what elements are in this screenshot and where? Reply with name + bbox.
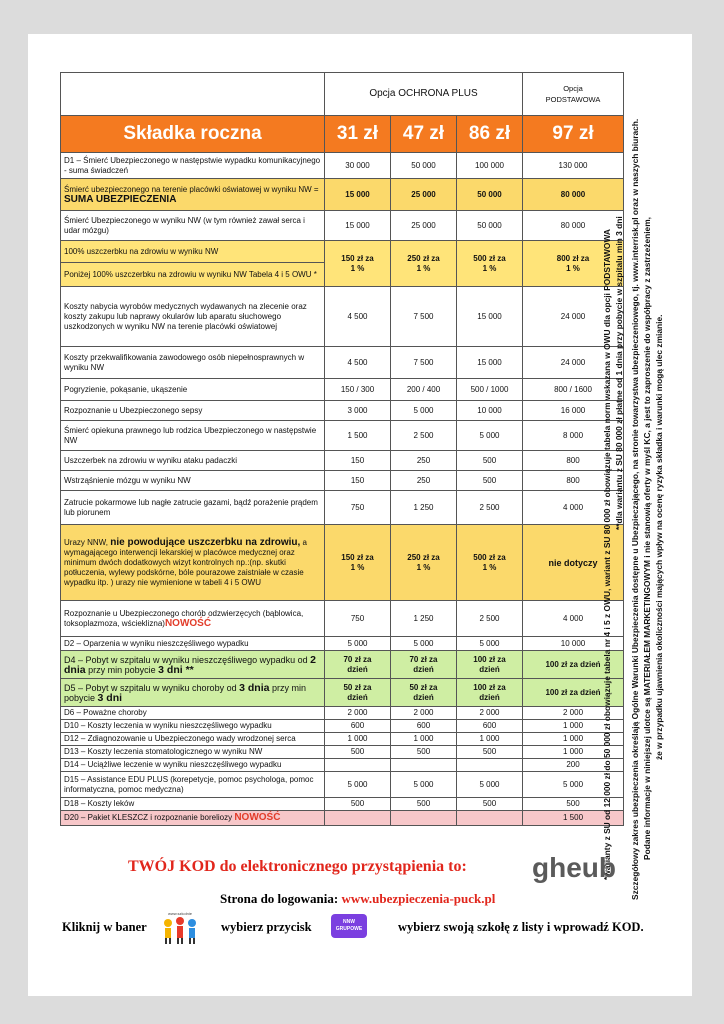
row-value: 600 bbox=[325, 720, 391, 733]
header-row bbox=[61, 73, 624, 116]
row-label bbox=[61, 811, 325, 826]
row-value bbox=[457, 759, 523, 772]
table-row bbox=[61, 379, 624, 401]
row-value: 500 bbox=[457, 451, 523, 471]
row-value: 600 bbox=[391, 720, 457, 733]
row-value: 25 000 bbox=[391, 211, 457, 241]
row-value bbox=[325, 651, 391, 679]
new-badge: NOWOŚĆ bbox=[234, 812, 281, 823]
nnw-grupowe-button[interactable] bbox=[331, 914, 367, 938]
uszcz-top-1: 150 zł za bbox=[341, 253, 374, 263]
row-label: Śmierć opiekuna prawnego lub rodzica Ubezpieczonego w następstwie NW bbox=[61, 421, 325, 451]
table-row bbox=[61, 153, 624, 179]
new-badge: NOWOŚĆ bbox=[164, 617, 212, 629]
row-label: D6 – Poważne choroby bbox=[61, 707, 325, 720]
row-value bbox=[391, 759, 457, 772]
row-label: Pogryzienie, pokąsanie, ukąszenie bbox=[61, 379, 325, 401]
side-note-5: że w przypadku ujawnienia okoliczności mających wpływ na ocenę ryzyka składka i warunki mogą ulec zmianie. bbox=[654, 314, 664, 760]
table-row bbox=[61, 179, 624, 211]
urazy-bottom-2: 1 % bbox=[416, 562, 431, 572]
d5-label-c: przy min pobycie bbox=[64, 682, 306, 703]
row-value: 100 zł za dzień bbox=[523, 651, 624, 679]
side-note-3: Szczegółowy zakres ubezpieczenia określają Ogólne Warunki Ubezpieczenia dostępne u Ubezpieczającego, na stronie towarzystwa ubezpieczeniowego, tj. www.interrisk.pl oraz w naszych biurach. bbox=[630, 118, 640, 900]
row-label bbox=[61, 525, 325, 601]
table-row bbox=[61, 421, 624, 451]
row-value bbox=[391, 811, 457, 826]
row-label: Zatrucie pokarmowe lub nagłe zatrucie gazami, bądź porażenie prądem lub piorunem bbox=[61, 491, 325, 525]
d5-label-d: 3 dni bbox=[97, 691, 123, 704]
table-row bbox=[61, 401, 624, 421]
row-value bbox=[325, 759, 391, 772]
d4-bottom-3: dzień bbox=[479, 664, 500, 674]
row-value: 15 000 bbox=[457, 347, 523, 379]
table-row bbox=[61, 525, 624, 601]
row-value: 5 000 bbox=[457, 772, 523, 798]
d4-top-2: 70 zł za bbox=[409, 654, 438, 664]
row-value: 150 / 300 bbox=[325, 379, 391, 401]
row-value: 500 bbox=[457, 798, 523, 811]
row-value: 1 500 bbox=[325, 421, 391, 451]
row-value: 1 000 bbox=[523, 746, 624, 759]
row-value bbox=[391, 525, 457, 601]
header-podstawowa bbox=[523, 73, 624, 116]
row-value: 50 000 bbox=[457, 179, 523, 211]
premium-price-3: 86 zł bbox=[457, 116, 523, 153]
row-label: Rozpoznanie u Ubezpieczonego sepsy bbox=[61, 401, 325, 421]
row-value: 1 500 bbox=[523, 811, 624, 826]
row-value: 10 000 bbox=[523, 637, 624, 651]
row-label: 100% uszczerbku na zdrowiu w wyniku NW bbox=[61, 241, 325, 263]
row-value bbox=[457, 811, 523, 826]
row-value: 800 / 1600 bbox=[523, 379, 624, 401]
row-value bbox=[457, 241, 523, 287]
row-value: 100 000 bbox=[457, 153, 523, 179]
row-label: D1 – Śmierć Ubezpieczonego w następstwie wypadku komunikacyjnego - suma świadczeń bbox=[61, 153, 325, 179]
side-note-2: **dla wariantu z SU 80 000 zł płatne od 1 dnia przy pobycie w szpitalu min 3 dni bbox=[614, 216, 624, 530]
row-label bbox=[61, 679, 325, 707]
row-value: 30 000 bbox=[325, 153, 391, 179]
side-note-1: *warianty z SU od 12 000 zł do 50 000 zł obowiązuje tabela nr 4 i 5 z OWU, wariant z SU 80 000 zł obowiązuje tabela norm wskazana w OWU dla opcji PODSTAWOWA bbox=[602, 229, 612, 880]
row-value: 750 bbox=[325, 491, 391, 525]
table-row bbox=[61, 347, 624, 379]
uszcz-bottom-3: 1 % bbox=[482, 263, 497, 273]
row-value bbox=[457, 651, 523, 679]
row-value: 24 000 bbox=[523, 287, 624, 347]
d4-label-a: D4 – Pobyt w szpitalu w wyniku nieszczęśliwego wypadku od bbox=[64, 654, 308, 665]
uszcz-bottom-4: 1 % bbox=[566, 263, 580, 273]
kids-logo-icon bbox=[160, 911, 200, 945]
row-value bbox=[391, 651, 457, 679]
table-row bbox=[61, 811, 624, 826]
row-value: 5 000 bbox=[391, 401, 457, 421]
access-code: gheub bbox=[532, 852, 616, 883]
row-value: 500 bbox=[457, 746, 523, 759]
urazy-label-b: nie powodujące uszczerbku na zdrowiu, bbox=[110, 536, 301, 548]
row-value: 2 000 bbox=[457, 707, 523, 720]
row-value: 800 bbox=[523, 451, 624, 471]
table-row bbox=[61, 451, 624, 471]
row-value: 750 bbox=[325, 601, 391, 637]
row-value: 200 / 400 bbox=[391, 379, 457, 401]
urazy-label-c: a wymagającego interwencji lekarskiej w placówce medycznej oraz minimum dwóch dodatkowych wizyt kontrolnych np.:(np. skutki potłuczenia, wylewy podskórne, bóle pourazowe zaistniałe w czasie wypadku itp. ) urazy nie wymienione w tabeli 4 i 5 OWU bbox=[64, 537, 307, 587]
urazy-top-1: 150 zł za bbox=[341, 552, 374, 562]
row-value: 10 000 bbox=[457, 401, 523, 421]
row-value: 3 000 bbox=[325, 401, 391, 421]
d4-label-c: przy min pobycie bbox=[88, 664, 156, 675]
row-value: nie dotyczy bbox=[523, 525, 624, 601]
row-label: Wstrząśnienie mózgu w wyniku NW bbox=[61, 471, 325, 491]
table-row bbox=[61, 601, 624, 637]
row-value: 2 500 bbox=[457, 491, 523, 525]
table-row bbox=[61, 637, 624, 651]
row-value: 4 500 bbox=[325, 287, 391, 347]
d20-label: D20 – Pakiet KLESZCZ i rozpoznanie boreliozy bbox=[64, 813, 233, 822]
row-label: Koszty przekwalifikowania zawodowego osób niepełnosprawnych w wyniku NW bbox=[61, 347, 325, 379]
table-row bbox=[61, 211, 624, 241]
d5-top-1: 50 zł za bbox=[343, 682, 372, 692]
row-value bbox=[391, 241, 457, 287]
row-label bbox=[61, 179, 325, 211]
d5-bottom-3: dzień bbox=[479, 692, 500, 702]
urazy-label-a: Urazy NNW, bbox=[64, 537, 108, 547]
table-row bbox=[61, 772, 624, 798]
row-value: 150 bbox=[325, 471, 391, 491]
row-value: 1 250 bbox=[391, 601, 457, 637]
table-row bbox=[61, 733, 624, 746]
row-value: 1 000 bbox=[523, 733, 624, 746]
row-value: 25 000 bbox=[391, 179, 457, 211]
row-value: 500 bbox=[457, 471, 523, 491]
table-row bbox=[61, 798, 624, 811]
row-value bbox=[325, 525, 391, 601]
row-value: 50 000 bbox=[391, 153, 457, 179]
row-value: 15 000 bbox=[325, 211, 391, 241]
header-opcja-label: Opcja bbox=[563, 84, 583, 93]
d4-label-d: 3 dni ** bbox=[158, 663, 194, 676]
row-value: 80 000 bbox=[523, 179, 624, 211]
d4-bottom-2: dzień bbox=[413, 664, 434, 674]
d5-top-3: 100 zł za bbox=[473, 682, 506, 692]
row-value: 250 bbox=[391, 451, 457, 471]
row-value: 1 000 bbox=[325, 733, 391, 746]
access-code-label: TWÓJ KOD do elektronicznego przystąpienia to: bbox=[128, 858, 467, 875]
row-label: D15 – Assistance EDU PLUS (korepetycje, pomoc psychologa, pomoc informatyczna, pomoc medyczna) bbox=[61, 772, 325, 798]
school-banner-logo[interactable] bbox=[160, 911, 200, 945]
row-value: 80 000 bbox=[523, 211, 624, 241]
row-value: 2 000 bbox=[523, 707, 624, 720]
urazy-bottom-3: 1 % bbox=[482, 562, 497, 572]
su-label-bold: SUMA UBEZPIECZENIA bbox=[64, 193, 177, 205]
premium-price-2: 47 zł bbox=[391, 116, 457, 153]
uszcz-top-2: 250 zł za bbox=[407, 253, 440, 263]
row-value: 5 000 bbox=[325, 772, 391, 798]
urazy-bottom-1: 1 % bbox=[350, 562, 365, 572]
row-label bbox=[61, 651, 325, 679]
row-value: 1 000 bbox=[523, 720, 624, 733]
row-value bbox=[457, 525, 523, 601]
click-banner-text: Kliknij w baner bbox=[62, 920, 147, 934]
row-value: 800 bbox=[523, 471, 624, 491]
nnw-label: NNW bbox=[343, 919, 355, 925]
row-label: D2 – Oparzenia w wyniku nieszczęśliwego wypadku bbox=[61, 637, 325, 651]
row-label: Poniżej 100% uszczerbku na zdrowiu w wyniku NW Tabela 4 i 5 OWU * bbox=[61, 263, 325, 287]
uszcz-top-3: 500 zł za bbox=[473, 253, 506, 263]
table-row bbox=[61, 720, 624, 733]
row-value bbox=[325, 679, 391, 707]
row-value: 15 000 bbox=[325, 179, 391, 211]
login-line bbox=[220, 891, 495, 907]
row-value: 16 000 bbox=[523, 401, 624, 421]
row-value: 24 000 bbox=[523, 347, 624, 379]
header-podstawowa-label: PODSTAWOWA bbox=[545, 95, 601, 104]
row-label: D12 – Zdiagnozowanie u Ubezpieczonego wady wrodzonej serca bbox=[61, 733, 325, 746]
uszcz-bottom-2: 1 % bbox=[416, 263, 431, 273]
row-value: 5 000 bbox=[523, 772, 624, 798]
row-label: Śmierć Ubezpieczonego w wyniku NW (w tym również zawał serca i udar mózgu) bbox=[61, 211, 325, 241]
row-label: D13 – Koszty leczenia stomatologicznego w wyniku NW bbox=[61, 746, 325, 759]
uszcz-top-4: 800 zł za bbox=[556, 253, 590, 263]
header-empty-cell bbox=[61, 73, 325, 116]
d4-label-b: 2 dnia bbox=[64, 653, 316, 676]
row-value: 500 bbox=[391, 798, 457, 811]
row-value: 4 000 bbox=[523, 601, 624, 637]
table-row bbox=[61, 759, 624, 772]
row-value: 500 / 1000 bbox=[457, 379, 523, 401]
row-value: 4 500 bbox=[325, 347, 391, 379]
login-url-link[interactable]: www.ubezpieczenia-puck.pl bbox=[341, 891, 496, 906]
row-value: 600 bbox=[457, 720, 523, 733]
d5-bottom-2: dzień bbox=[413, 692, 434, 702]
row-value bbox=[457, 679, 523, 707]
choose-button-text: wybierz przycisk bbox=[221, 920, 312, 934]
urazy-top-2: 250 zł za bbox=[407, 552, 440, 562]
row-value: 8 000 bbox=[523, 421, 624, 451]
row-value: 50 000 bbox=[457, 211, 523, 241]
row-value: 500 bbox=[325, 798, 391, 811]
row-value: 2 500 bbox=[457, 601, 523, 637]
row-value: 1 000 bbox=[391, 733, 457, 746]
row-value: 1 250 bbox=[391, 491, 457, 525]
login-label: Strona do logowania: bbox=[220, 891, 339, 906]
row-value: 5 000 bbox=[391, 637, 457, 651]
side-note-4: Podane informacje w niniejszej ulotce są MATERIAŁEM MARKETINGOWYM i nie stanowią oferty w myśl KC, a jest to zaproszenie do współpracy z zastrzeżeniem, bbox=[642, 217, 652, 860]
d5-label-a: D5 – Pobyt w szpitalu w wyniku choroby od bbox=[64, 682, 237, 693]
odzwierz-label: Rozpoznanie u Ubezpieczonego chorób odzwierzęcych (bąblowica, toksoplazmoza, wścieklizna) bbox=[64, 608, 304, 628]
insurance-table bbox=[60, 72, 624, 826]
row-value: 200 bbox=[523, 759, 624, 772]
table-row bbox=[61, 651, 624, 679]
row-value: 250 bbox=[391, 471, 457, 491]
row-label: Koszty nabycia wyrobów medycznych wydawanych na zlecenie oraz koszty zakupu lub naprawy okularów lub aparatu słuchowego uszkodzonych w wyniku NW na terenie placówki oświatowej bbox=[61, 287, 325, 347]
row-value bbox=[325, 241, 391, 287]
row-value: 1 000 bbox=[457, 733, 523, 746]
d4-top-1: 70 zł za bbox=[343, 654, 372, 664]
table-row bbox=[61, 287, 624, 347]
row-label: D10 – Koszty leczenia w wyniku nieszczęśliwego wypadku bbox=[61, 720, 325, 733]
row-value: 7 500 bbox=[391, 287, 457, 347]
row-value bbox=[391, 679, 457, 707]
table-row bbox=[61, 491, 624, 525]
row-value: 7 500 bbox=[391, 347, 457, 379]
row-value bbox=[325, 811, 391, 826]
row-value: 4 000 bbox=[523, 491, 624, 525]
row-value: 5 000 bbox=[391, 772, 457, 798]
table-row bbox=[61, 746, 624, 759]
d5-bottom-1: dzień bbox=[347, 692, 368, 702]
header-ochrona-plus: Opcja OCHRONA PLUS bbox=[325, 73, 523, 116]
row-value: 150 bbox=[325, 451, 391, 471]
su-label: Śmierć ubezpieczonego na terenie placówki oświatowej w wyniku NW = bbox=[64, 184, 319, 194]
row-label: D14 – Uciążliwe leczenie w wyniku nieszczęśliwego wypadku bbox=[61, 759, 325, 772]
premium-price-1: 31 zł bbox=[325, 116, 391, 153]
row-value: 2 000 bbox=[391, 707, 457, 720]
row-value: 15 000 bbox=[457, 287, 523, 347]
row-value: 500 bbox=[325, 746, 391, 759]
row-label bbox=[61, 601, 325, 637]
row-value: 130 000 bbox=[523, 153, 624, 179]
premium-price-4: 97 zł bbox=[523, 116, 624, 153]
row-value: 5 000 bbox=[325, 637, 391, 651]
table-row bbox=[61, 707, 624, 720]
urazy-top-3: 500 zł za bbox=[473, 552, 506, 562]
uszcz-bottom-1: 1 % bbox=[350, 263, 365, 273]
d5-top-2: 50 zł za bbox=[409, 682, 438, 692]
grupowe-label: GRUPOWE bbox=[335, 926, 363, 932]
row-value: 5 000 bbox=[457, 421, 523, 451]
row-value: 2 500 bbox=[391, 421, 457, 451]
d5-label-b: 3 dnia bbox=[239, 681, 270, 694]
logo-text: www.szkolnie bbox=[168, 911, 193, 916]
row-value: 5 000 bbox=[457, 637, 523, 651]
row-label: Uszczerbek na zdrowiu w wyniku ataku padaczki bbox=[61, 451, 325, 471]
d4-top-3: 100 zł za bbox=[473, 654, 506, 664]
d4-bottom-1: dzień bbox=[347, 664, 368, 674]
row-value: 500 bbox=[523, 798, 624, 811]
premium-label: Składka roczna bbox=[61, 116, 325, 153]
table-row bbox=[61, 241, 624, 263]
row-value: 100 zł za dzień bbox=[523, 679, 624, 707]
row-value: 2 000 bbox=[325, 707, 391, 720]
table-row bbox=[61, 679, 624, 707]
premium-row bbox=[61, 116, 624, 153]
row-value: 500 bbox=[391, 746, 457, 759]
table-row bbox=[61, 471, 624, 491]
row-label: D18 – Koszty leków bbox=[61, 798, 325, 811]
final-instruction-text: wybierz swoją szkołę z listy i wprowadź KOD. bbox=[398, 920, 644, 934]
